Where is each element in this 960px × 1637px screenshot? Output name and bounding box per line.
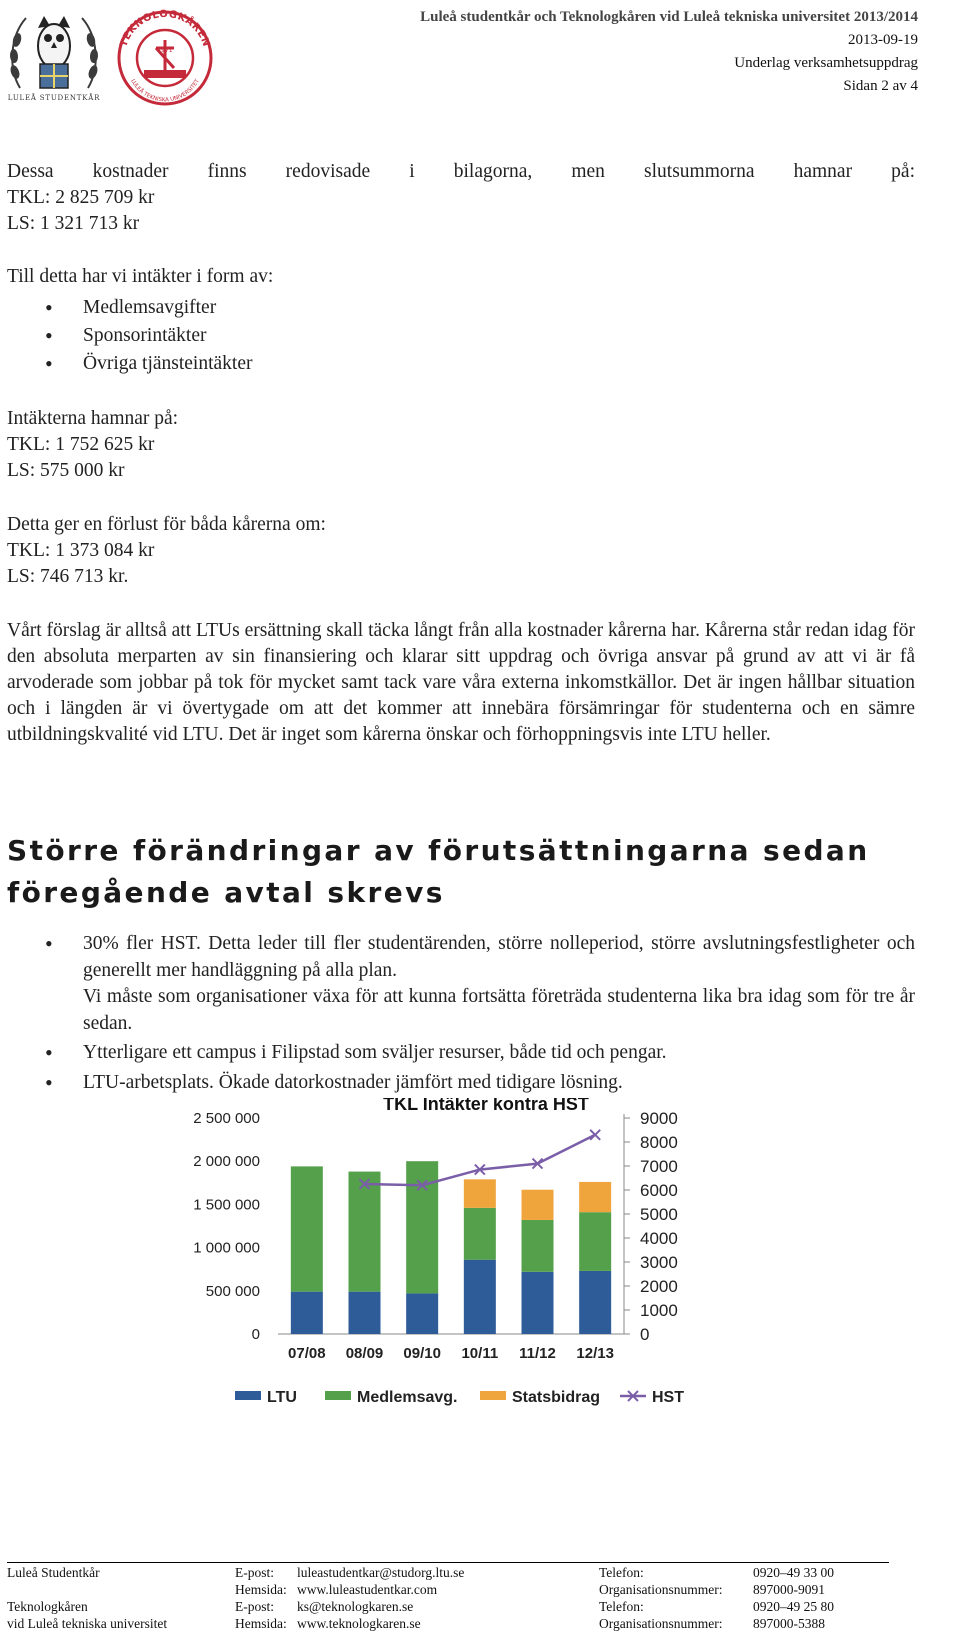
bar-ltu: [406, 1293, 438, 1334]
list-item: • Medlemsavgifter: [7, 294, 915, 322]
tkl-logo-name: TEKNOLOGKÅREN: [118, 8, 212, 49]
costs-ls: LS: 1 321 713 kr: [7, 213, 140, 234]
tkl-logo-sub: LULEÅ TEKNISKA UNIVERSITET: [129, 78, 201, 104]
x-tick-label: 12/13: [576, 1345, 614, 1362]
ls-logo-caption: LULEÅ STUDENTKÅR: [7, 94, 101, 102]
income-totals-ls: LS: 575 000 kr: [7, 460, 125, 481]
bar-ltu: [349, 1292, 381, 1334]
loss-intro: Detta ger en förlust för båda kårerna om:: [7, 514, 326, 535]
teknologkaren-logo: [110, 2, 220, 108]
y-right-tick-label: 2000: [640, 1277, 678, 1296]
bar-medlemsavg: [349, 1172, 381, 1292]
y-left-tick-label: 1 000 000: [193, 1239, 260, 1257]
x-tick-label: 11/12: [519, 1345, 556, 1362]
footer-ls-orgnr: 897000-9091: [753, 1582, 825, 1597]
footer-tkl-orgnr-label: Organisationsnummer:: [599, 1616, 723, 1631]
income-totals-tkl: TKL: 1 752 625 kr: [7, 434, 155, 455]
change-item-extra: Vi måste som organisationer växa för att kunna fortsätta företräda studenterna lika bra idag som för tre år sedan.: [83, 986, 915, 1034]
bar-statsbidrag: [464, 1179, 496, 1208]
y-right-tick-label: 5000: [640, 1205, 678, 1224]
legend-swatch: [480, 1391, 506, 1400]
costs-block: [7, 159, 915, 237]
footer-ls-web[interactable]: www.luleastudentkar.com: [297, 1582, 438, 1597]
proposal-paragraph: Vårt förslag är alltså att LTUs ersättning skall täcka långt från alla kostnader kårerna har. Kårerna står redan idag för den absoluta merparten av sin finansiering och klarar sitt uppdrag och övriga ansvar på grund av att vi är få arvoderade som jobbar på tok för mycket samt tack vare våra externa inkomstkällor. Det är ingen hållbar situation och i längden är vi övertygade om att det kommer att innebära försämringar för studenterna och en sämre utbildningskvalité vid LTU. Det är inget som kårerna önskar och förhoppningsvis inte LTU heller.: [7, 620, 915, 745]
footer-ls-email[interactable]: luleastudentkar@studorg.ltu.se: [297, 1565, 465, 1580]
legend-label: HST: [652, 1389, 684, 1406]
list-item: • Övriga tjänsteintäkter: [7, 350, 915, 378]
bar-medlemsavg: [579, 1212, 611, 1271]
change-item-text: 30% fler HST. Detta leder till fler studentärenden, större nolleperiod, större avslutningsfestligheter och generellt mer handläggning på alla plan.: [83, 933, 915, 981]
header-page-number: Sidan 2 av 4: [843, 78, 918, 94]
footer-ls-email-label: E-post:: [235, 1565, 274, 1580]
legend-label: Statsbidrag: [512, 1389, 601, 1406]
page-footer: [7, 1562, 889, 1631]
section-heading-line1: Större förändringar av förutsättningarna sedan: [7, 834, 870, 867]
costs-intro: Dessa kostnader finns redovisade i bilagorna, men slutsummorna hamnar på:: [7, 161, 915, 182]
list-item: • Ytterligare ett campus i Filipstad som sväljer resurser, både tid och pengar.: [7, 1040, 915, 1067]
footer-ls-web-label: Hemsida:: [235, 1582, 287, 1597]
luleastudentkar-logo: [6, 6, 102, 106]
income-vs-hst-chart: [160, 1098, 760, 1478]
y-right-tick-label: 0: [640, 1325, 650, 1344]
page-header: [420, 6, 918, 98]
y-right-tick-label: 3000: [640, 1253, 678, 1272]
chart-title: TKL Intäkter kontra HST: [383, 1098, 589, 1114]
income-totals-intro: Intäkterna hamnar på:: [7, 408, 179, 429]
y-right-tick-label: 8000: [640, 1133, 678, 1152]
list-item: • LTU-arbetsplats. Ökade datorkostnader jämfört med tidigare lösning.: [7, 1070, 915, 1097]
x-tick-label: 08/09: [345, 1345, 384, 1362]
y-left-tick-label: 1 500 000: [193, 1196, 260, 1214]
y-left-tick-label: 2 500 000: [193, 1110, 260, 1127]
y-left-tick-label: 2 000 000: [193, 1153, 260, 1171]
footer-tkl-sub: vid Luleå tekniska universitet: [7, 1616, 168, 1631]
y-right-tick-label: 1000: [640, 1301, 678, 1320]
x-tick-label: 10/11: [461, 1345, 499, 1362]
costs-tkl: TKL: 2 825 709 kr: [7, 187, 155, 208]
bar-ltu: [291, 1292, 323, 1334]
bar-ltu: [464, 1260, 496, 1334]
y-right-tick-label: 7000: [640, 1157, 678, 1176]
list-item: • Sponsorintäkter: [7, 322, 915, 350]
legend-swatch: [325, 1391, 351, 1400]
legend-label: LTU: [267, 1389, 297, 1406]
income-list: [7, 294, 915, 378]
bar-ltu: [579, 1271, 611, 1334]
footer-tkl-web[interactable]: www.teknologkaren.se: [297, 1616, 421, 1631]
income-totals-block: [7, 406, 915, 484]
legend-label: Medlemsavg.: [357, 1389, 458, 1406]
changes-list: [7, 931, 915, 1096]
footer-tkl-email-label: E-post:: [235, 1599, 274, 1614]
tkl-logo-year: 1971: [157, 47, 173, 54]
footer-ls-name: Luleå Studentkår: [7, 1565, 100, 1580]
bar-medlemsavg: [464, 1208, 496, 1260]
footer-ls-orgnr-label: Organisationsnummer:: [599, 1582, 723, 1597]
footer-tkl-web-label: Hemsida:: [235, 1616, 287, 1631]
y-right-tick-label: 6000: [640, 1181, 678, 1200]
bar-medlemsavg: [291, 1166, 323, 1291]
bar-ltu: [522, 1272, 554, 1334]
list-item: [7, 931, 915, 1037]
loss-ls: LS: 746 713 kr.: [7, 566, 129, 587]
footer-tkl-orgnr: 897000-5388: [753, 1616, 825, 1631]
header-doc-type: Underlag verksamhetsuppdrag: [734, 55, 918, 71]
y-right-tick-label: 4000: [640, 1229, 678, 1248]
legend-swatch: [235, 1391, 261, 1400]
section-heading: [7, 830, 915, 914]
bar-statsbidrag: [522, 1190, 554, 1220]
income-intro: Till detta har vi intäkter i form av:: [7, 266, 274, 287]
y-left-tick-label: 0: [251, 1326, 260, 1343]
y-left-tick-label: 500 000: [205, 1282, 260, 1300]
footer-ls-phone: 0920–49 33 00: [753, 1565, 834, 1580]
hst-point: [590, 1130, 600, 1140]
footer-tkl-name: Teknologkåren: [7, 1599, 88, 1614]
loss-tkl: TKL: 1 373 084 kr: [7, 540, 155, 561]
footer-ls-phone-label: Telefon:: [599, 1565, 644, 1580]
footer-tkl-phone-label: Telefon:: [599, 1599, 644, 1614]
loss-block: [7, 512, 915, 590]
bar-statsbidrag: [579, 1182, 611, 1212]
section-heading-line2: föregående avtal skrevs: [7, 876, 445, 909]
footer-tkl-phone: 0920–49 25 80: [753, 1599, 834, 1614]
y-right-tick-label: 9000: [640, 1109, 678, 1128]
header-date: 2013-09-19: [848, 32, 918, 48]
hst-line: [365, 1135, 596, 1185]
footer-tkl-email[interactable]: ks@teknologkaren.se: [297, 1599, 414, 1614]
header-org-line: Luleå studentkår och Teknologkåren vid Luleå tekniska universitet 2013/2014: [420, 9, 918, 25]
x-tick-label: 09/10: [403, 1345, 441, 1362]
svg-text:LULEÅ TEKNISKA UNIVERSITET: [129, 78, 201, 104]
bar-medlemsavg: [522, 1220, 554, 1272]
x-tick-label: 07/08: [288, 1345, 326, 1362]
